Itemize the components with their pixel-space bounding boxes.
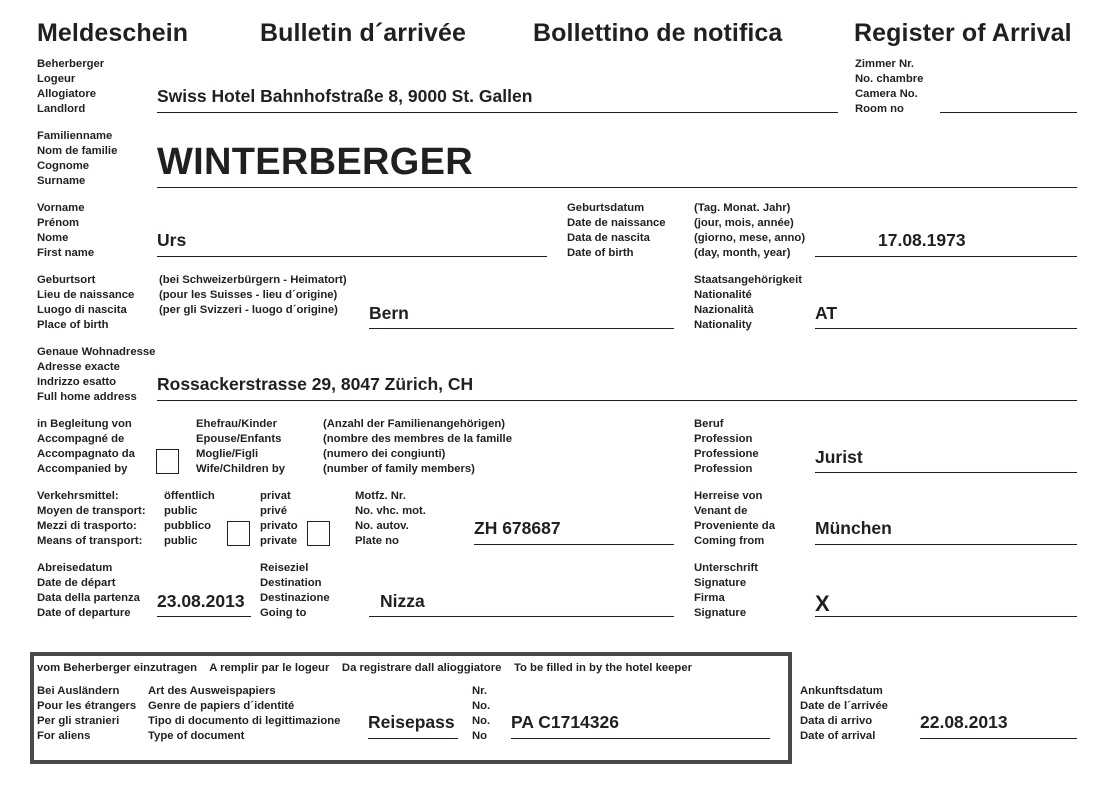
first-name-labels: Vorname Prénom Nome First name [37,202,95,259]
profession-value[interactable]: Jurist [815,447,863,467]
birth-place-line [369,328,674,329]
room-labels: Zimmer Nr. No. chambre Camera No. Room no [855,58,924,115]
birth-date-format: (Tag. Monat. Jahr) (jour, mois, année) (giorno, mese, anno) (day, month, year) [694,202,806,259]
landlord-line [157,112,838,113]
accompanied-checkbox[interactable] [156,449,179,474]
transport-public-labels: öffentlich public pubblico public [164,490,215,547]
doc-type-labels: Art des Ausweispapiers Genre de papiers d´identité Tipo di documento di legittimazione Type of document [148,685,341,742]
profession-line [815,472,1077,473]
transport-public-checkbox[interactable] [227,521,250,546]
nationality-labels: Staatsangehörigkeit Nationalité Nazionalità Nationality [694,274,802,331]
departure-value[interactable]: 23.08.2013 [157,591,245,611]
coming-from-value[interactable]: München [815,518,892,538]
address-line [157,400,1077,401]
birth-date-value[interactable]: 17.08.1973 [878,230,966,250]
birth-place-notes: (bei Schweizerbürgern - Heimatort) (pour les Suisses - lieu d´origine) (per gli Svizzeri - luogo d´origine) [159,274,347,316]
signature-value[interactable]: X [815,591,830,616]
arrival-line [920,738,1077,739]
title-fr: Bulletin d´arrivée [260,19,467,47]
doc-no-line [511,738,770,739]
accompanied-labels: in Begleitung von Accompagné de Accompagnato da Accompanied by [37,418,135,475]
arrival-labels: Ankunftsdatum Date de l´arrivée Data di arrivo Date of arrival [800,685,888,742]
doc-type-line [368,738,458,739]
arrival-value[interactable]: 22.08.2013 [920,712,1008,732]
signature-line [815,616,1077,617]
landlord-value[interactable]: Swiss Hotel Bahnhofstraße 8, 9000 St. Gallen [157,86,533,106]
signature-labels: Unterschrift Signature Firma Signature [694,562,759,619]
departure-labels: Abreisedatum Date de départ Data della partenza Date of departure [37,562,140,619]
hotel-keeper-header: vom Beherberger einzutragen A remplir par le logeur Da registrare dall alioggiatore To be filled in by the hotel keeper [37,662,693,674]
surname-labels: Familienname Nom de familie Cognome Surname [37,130,118,187]
profession-labels: Beruf Profession Professione Profession [694,418,759,475]
birth-place-value[interactable]: Bern [369,303,409,323]
title-de: Meldeschein [37,19,189,47]
doc-no-value[interactable]: PA C1714326 [511,712,619,732]
doc-no-labels: Nr. No. No. No [472,685,491,742]
nationality-value[interactable]: AT [815,303,838,323]
plate-value[interactable]: ZH 678687 [474,518,561,538]
plate-labels: Motfz. Nr. No. vhc. mot. No. autov. Plate no [355,490,426,547]
landlord-labels: Beherberger Logeur Allogiatore Landlord [37,58,105,115]
destination-line [369,616,674,617]
spouse-labels: Ehefrau/Kinder Epouse/Enfants Moglie/Figli Wife/Children by [196,418,286,475]
birth-place-labels: Geburtsort Lieu de naissance Luogo di nascita Place of birth [37,274,135,331]
first-name-line [157,256,547,257]
doc-type-value[interactable]: Reisepass [368,712,455,732]
birth-date-line [815,256,1077,257]
surname-value[interactable]: WINTERBERGER [157,141,474,183]
title-en: Register of Arrival [854,19,1072,47]
room-line [940,112,1077,113]
destination-value[interactable]: Nizza [380,591,425,611]
family-count-labels: (Anzahl der Familienangehörigen) (nombre des membres de la famille (numero dei congiunti) (number of family members) [323,418,512,475]
surname-line [157,187,1077,188]
transport-private-checkbox[interactable] [307,521,330,546]
departure-line [157,616,251,617]
plate-line [474,544,674,545]
title-it: Bollettino de notifica [533,19,783,47]
address-value[interactable]: Rossackerstrasse 29, 8047 Zürich, CH [157,374,474,394]
nationality-line [815,328,1077,329]
transport-labels: Verkehrsmittel: Moyen de transport: Mezzi di trasporto: Means of transport: [37,490,146,547]
first-name-value[interactable]: Urs [157,230,187,250]
birth-date-labels: Geburtsdatum Date de naissance Data de nascita Date of birth [567,202,666,259]
coming-from-labels: Herreise von Venant de Proveniente da Coming from [694,490,775,547]
destination-labels: Reiseziel Destination Destinazione Going to [260,562,330,619]
address-labels: Genaue Wohnadresse Adresse exacte Indrizzo esatto Full home address [37,346,156,403]
coming-from-line [815,544,1077,545]
alien-labels: Bei Ausländern Pour les étrangers Per gli stranieri For aliens [37,685,137,742]
transport-private-labels: privat privé privato private [260,490,298,547]
